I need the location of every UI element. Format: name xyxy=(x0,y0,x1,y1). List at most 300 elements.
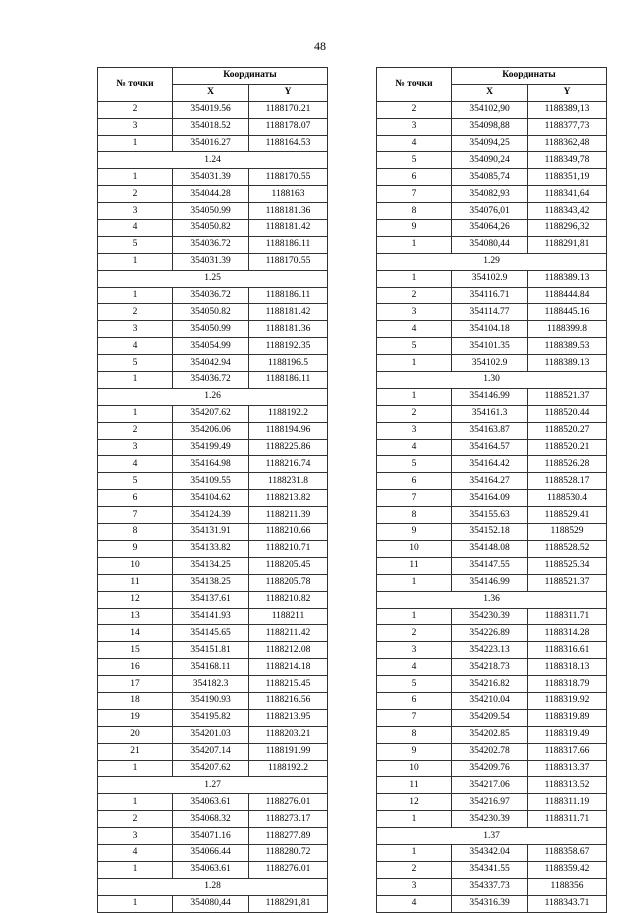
point-number-cell: 3 xyxy=(377,878,452,895)
section-row xyxy=(98,152,328,169)
point-number-cell: 1 xyxy=(377,236,452,253)
table-row xyxy=(377,152,607,169)
section-row xyxy=(98,777,328,794)
point-number-cell: 1 xyxy=(98,372,173,389)
section-row xyxy=(98,388,328,405)
table-row xyxy=(377,692,607,709)
y-header: Y xyxy=(528,84,607,101)
table-row xyxy=(377,422,607,439)
x-coordinate-cell: 354216.82 xyxy=(452,676,528,693)
x-coordinate-cell: 354230.39 xyxy=(452,608,528,625)
point-number-cell: 2 xyxy=(377,405,452,422)
y-coordinate-cell: 1188317.66 xyxy=(528,743,607,760)
point-number-cell: 6 xyxy=(377,692,452,709)
x-coordinate-cell: 354050.82 xyxy=(173,220,249,237)
x-coordinate-cell: 354218.73 xyxy=(452,659,528,676)
x-coordinate-cell: 354063.61 xyxy=(173,794,249,811)
coordinates-header: Координаты xyxy=(452,68,607,85)
section-row xyxy=(377,253,607,270)
x-coordinate-cell: 354207.62 xyxy=(173,760,249,777)
y-coordinate-cell: 1188319.49 xyxy=(528,726,607,743)
table-row xyxy=(98,372,328,389)
point-number-cell: 8 xyxy=(377,507,452,524)
y-coordinate-cell: 1188181.42 xyxy=(249,220,328,237)
x-coordinate-cell: 354207.62 xyxy=(173,405,249,422)
table-row xyxy=(377,676,607,693)
point-number-cell: 15 xyxy=(98,642,173,659)
y-coordinate-cell: 1188276.01 xyxy=(249,794,328,811)
table-row xyxy=(377,439,607,456)
point-number-cell: 8 xyxy=(377,726,452,743)
y-coordinate-cell: 1188276.01 xyxy=(249,861,328,878)
table-row xyxy=(377,388,607,405)
table-row xyxy=(98,355,328,372)
y-coordinate-cell: 1188520.27 xyxy=(528,422,607,439)
x-coordinate-cell: 354341.55 xyxy=(452,861,528,878)
y-coordinate-cell: 1188214.18 xyxy=(249,659,328,676)
page-number: 48 xyxy=(314,39,326,53)
point-number-cell: 1 xyxy=(98,253,173,270)
x-coordinate-cell: 354104.18 xyxy=(452,321,528,338)
x-coordinate-cell: 354116.71 xyxy=(452,287,528,304)
table-row xyxy=(377,135,607,152)
table-row xyxy=(377,287,607,304)
x-coordinate-cell: 354226.89 xyxy=(452,625,528,642)
table-row xyxy=(98,692,328,709)
table-row xyxy=(377,169,607,186)
table-body xyxy=(98,101,328,912)
point-number-cell: 8 xyxy=(98,524,173,541)
point-number-cell: 2 xyxy=(98,304,173,321)
x-coordinate-cell: 354164.42 xyxy=(452,456,528,473)
coordinates-table-right xyxy=(376,67,607,913)
y-coordinate-cell: 1188520.44 xyxy=(528,405,607,422)
y-coordinate-cell: 1188192.2 xyxy=(249,760,328,777)
table-row xyxy=(377,236,607,253)
table-row xyxy=(98,321,328,338)
point-number-cell: 2 xyxy=(98,811,173,828)
table-row xyxy=(98,422,328,439)
x-coordinate-cell: 354207.14 xyxy=(173,743,249,760)
y-coordinate-cell: 1188377,73 xyxy=(528,118,607,135)
y-coordinate-cell: 1188225.86 xyxy=(249,439,328,456)
point-number-cell: 2 xyxy=(98,422,173,439)
x-coordinate-cell: 354064,26 xyxy=(452,220,528,237)
point-number-cell: 2 xyxy=(377,101,452,118)
y-coordinate-cell: 1188291,81 xyxy=(528,236,607,253)
point-number-cell: 16 xyxy=(98,659,173,676)
y-coordinate-cell: 1188170.21 xyxy=(249,101,328,118)
table-row xyxy=(377,861,607,878)
point-number-cell: 4 xyxy=(98,844,173,861)
section-label: 1.28 xyxy=(98,878,328,895)
point-number-cell: 2 xyxy=(98,186,173,203)
table-row xyxy=(377,726,607,743)
table-row xyxy=(377,709,607,726)
y-coordinate-cell: 1188210.66 xyxy=(249,524,328,541)
y-header: Y xyxy=(249,84,328,101)
x-coordinate-cell: 354080,44 xyxy=(173,895,249,912)
point-number-cell: 1 xyxy=(98,861,173,878)
section-row xyxy=(98,878,328,895)
y-coordinate-cell: 1188186.11 xyxy=(249,236,328,253)
table-row xyxy=(98,895,328,912)
y-coordinate-cell: 1188356 xyxy=(528,878,607,895)
x-coordinate-cell: 354210.04 xyxy=(452,692,528,709)
point-number-cell: 2 xyxy=(377,287,452,304)
y-coordinate-cell: 1188399.8 xyxy=(528,321,607,338)
table-row xyxy=(98,287,328,304)
table-row xyxy=(98,304,328,321)
point-number-cell: 7 xyxy=(98,507,173,524)
table-row xyxy=(98,135,328,152)
table-row xyxy=(377,321,607,338)
point-number-cell: 3 xyxy=(98,321,173,338)
y-coordinate-cell: 1188359.42 xyxy=(528,861,607,878)
y-coordinate-cell: 1188358.67 xyxy=(528,844,607,861)
table-row xyxy=(377,760,607,777)
table-row xyxy=(98,439,328,456)
x-coordinate-cell: 354342.04 xyxy=(452,844,528,861)
y-coordinate-cell: 1188164.53 xyxy=(249,135,328,152)
x-coordinate-cell: 354145.65 xyxy=(173,625,249,642)
x-coordinate-cell: 354230.39 xyxy=(452,811,528,828)
table-row xyxy=(98,186,328,203)
y-coordinate-cell: 1188163 xyxy=(249,186,328,203)
x-coordinate-cell: 354190.93 xyxy=(173,692,249,709)
y-coordinate-cell: 1188215.45 xyxy=(249,676,328,693)
section-label: 1.36 xyxy=(377,591,607,608)
x-coordinate-cell: 354151.81 xyxy=(173,642,249,659)
x-coordinate-cell: 354124.39 xyxy=(173,507,249,524)
y-coordinate-cell: 1188277.89 xyxy=(249,828,328,845)
point-number-cell: 19 xyxy=(98,709,173,726)
y-coordinate-cell: 1188296,32 xyxy=(528,220,607,237)
point-number-cell: 5 xyxy=(98,473,173,490)
y-coordinate-cell: 1188213.95 xyxy=(249,709,328,726)
table-row xyxy=(377,844,607,861)
table-row xyxy=(98,220,328,237)
section-label: 1.29 xyxy=(377,253,607,270)
point-number-cell: 4 xyxy=(98,456,173,473)
y-coordinate-cell: 1188216.56 xyxy=(249,692,328,709)
y-coordinate-cell: 1188181.36 xyxy=(249,321,328,338)
coordinates-header: Координаты xyxy=(173,68,328,85)
point-number-cell: 4 xyxy=(98,338,173,355)
point-number-cell: 2 xyxy=(377,861,452,878)
table-row xyxy=(98,473,328,490)
y-coordinate-cell: 1188192.35 xyxy=(249,338,328,355)
table-row xyxy=(98,794,328,811)
y-coordinate-cell: 1188203.21 xyxy=(249,726,328,743)
x-coordinate-cell: 354164.27 xyxy=(452,473,528,490)
x-coordinate-cell: 354085,74 xyxy=(452,169,528,186)
point-number-cell: 9 xyxy=(377,524,452,541)
y-coordinate-cell: 1188280.72 xyxy=(249,844,328,861)
table-row xyxy=(98,828,328,845)
table-row xyxy=(377,405,607,422)
point-number-cell: 3 xyxy=(98,118,173,135)
y-coordinate-cell: 1188181.36 xyxy=(249,203,328,220)
section-label: 1.26 xyxy=(98,388,328,405)
y-coordinate-cell: 1188318.79 xyxy=(528,676,607,693)
point-number-cell: 12 xyxy=(98,591,173,608)
section-label: 1.24 xyxy=(98,152,328,169)
x-header: X xyxy=(173,84,249,101)
x-coordinate-cell: 354164.09 xyxy=(452,490,528,507)
point-number-cell: 6 xyxy=(377,473,452,490)
y-coordinate-cell: 1188389,13 xyxy=(528,101,607,118)
x-coordinate-cell: 354071.16 xyxy=(173,828,249,845)
x-coordinate-cell: 354147.55 xyxy=(452,557,528,574)
y-coordinate-cell: 1188192.2 xyxy=(249,405,328,422)
point-number-cell: 7 xyxy=(377,709,452,726)
point-number-cell: 10 xyxy=(377,760,452,777)
x-coordinate-cell: 354164.98 xyxy=(173,456,249,473)
point-number-cell: 8 xyxy=(377,203,452,220)
y-coordinate-cell: 1188211.39 xyxy=(249,507,328,524)
point-number-cell: 3 xyxy=(377,422,452,439)
y-coordinate-cell: 1188313.37 xyxy=(528,760,607,777)
section-row xyxy=(377,372,607,389)
point-number-cell: 1 xyxy=(377,270,452,287)
x-coordinate-cell: 354019.56 xyxy=(173,101,249,118)
table-row xyxy=(377,507,607,524)
x-coordinate-cell: 354102,90 xyxy=(452,101,528,118)
point-number-cell: 3 xyxy=(98,828,173,845)
point-number-cell: 11 xyxy=(377,777,452,794)
x-coordinate-cell: 354050.99 xyxy=(173,203,249,220)
y-coordinate-cell: 1188521.37 xyxy=(528,574,607,591)
point-number-cell: 7 xyxy=(377,186,452,203)
point-number-cell: 3 xyxy=(377,118,452,135)
y-coordinate-cell: 1188311.19 xyxy=(528,794,607,811)
section-label: 1.27 xyxy=(98,777,328,794)
table-row xyxy=(377,895,607,912)
table-row xyxy=(98,591,328,608)
y-coordinate-cell: 1188341,64 xyxy=(528,186,607,203)
table-row xyxy=(98,118,328,135)
x-coordinate-cell: 354223.13 xyxy=(452,642,528,659)
table-row xyxy=(98,456,328,473)
table-row xyxy=(98,524,328,541)
point-number-cell: 14 xyxy=(98,625,173,642)
table-row xyxy=(377,811,607,828)
x-coordinate-cell: 354168.11 xyxy=(173,659,249,676)
x-coordinate-cell: 354102.9 xyxy=(452,270,528,287)
point-number-cell: 1 xyxy=(98,895,173,912)
point-number-cell: 4 xyxy=(98,220,173,237)
table-row xyxy=(98,169,328,186)
point-number-cell: 1 xyxy=(98,135,173,152)
y-coordinate-cell: 1188313.52 xyxy=(528,777,607,794)
point-number-cell: 1 xyxy=(98,287,173,304)
x-coordinate-cell: 354133.82 xyxy=(173,540,249,557)
y-coordinate-cell: 1188389.13 xyxy=(528,270,607,287)
point-number-cell: 20 xyxy=(98,726,173,743)
point-number-cell: 10 xyxy=(377,540,452,557)
table-row xyxy=(98,659,328,676)
x-coordinate-cell: 354050.82 xyxy=(173,304,249,321)
table-row xyxy=(377,642,607,659)
x-coordinate-cell: 354202.85 xyxy=(452,726,528,743)
x-coordinate-cell: 354146.99 xyxy=(452,388,528,405)
y-coordinate-cell: 1188528.17 xyxy=(528,473,607,490)
table-row xyxy=(98,709,328,726)
section-row xyxy=(377,828,607,845)
table-row xyxy=(377,777,607,794)
y-coordinate-cell: 1188526.28 xyxy=(528,456,607,473)
section-label: 1.25 xyxy=(98,270,328,287)
point-number-cell: 6 xyxy=(98,490,173,507)
x-coordinate-cell: 354101.35 xyxy=(452,338,528,355)
table-row xyxy=(377,557,607,574)
y-coordinate-cell: 1188349,78 xyxy=(528,152,607,169)
x-coordinate-cell: 354155.63 xyxy=(452,507,528,524)
table-row xyxy=(98,608,328,625)
table-row xyxy=(377,574,607,591)
y-coordinate-cell: 1188273.17 xyxy=(249,811,328,828)
x-coordinate-cell: 354182.3 xyxy=(173,676,249,693)
x-coordinate-cell: 354080,44 xyxy=(452,236,528,253)
table-row xyxy=(98,861,328,878)
point-number-cell: 3 xyxy=(98,439,173,456)
point-number-cell: 5 xyxy=(377,152,452,169)
y-coordinate-cell: 1188362,48 xyxy=(528,135,607,152)
table-row xyxy=(98,557,328,574)
table-row xyxy=(377,659,607,676)
point-number-cell: 1 xyxy=(377,574,452,591)
x-coordinate-cell: 354209.54 xyxy=(452,709,528,726)
point-number-cell: 6 xyxy=(377,169,452,186)
table-row xyxy=(98,405,328,422)
table-row xyxy=(98,676,328,693)
x-coordinate-cell: 354102.9 xyxy=(452,355,528,372)
table-row xyxy=(377,794,607,811)
x-coordinate-cell: 354337.73 xyxy=(452,878,528,895)
x-coordinate-cell: 354316.39 xyxy=(452,895,528,912)
x-coordinate-cell: 354148.08 xyxy=(452,540,528,557)
table-row xyxy=(98,253,328,270)
table-row xyxy=(377,355,607,372)
x-coordinate-cell: 354036.72 xyxy=(173,236,249,253)
x-coordinate-cell: 354137.61 xyxy=(173,591,249,608)
section-label: 1.30 xyxy=(377,372,607,389)
x-header: X xyxy=(452,84,528,101)
y-coordinate-cell: 1188212.08 xyxy=(249,642,328,659)
point-number-cell: 7 xyxy=(377,490,452,507)
x-coordinate-cell: 354163.87 xyxy=(452,422,528,439)
x-coordinate-cell: 354016.27 xyxy=(173,135,249,152)
x-coordinate-cell: 354195.82 xyxy=(173,709,249,726)
point-number-cell: 21 xyxy=(98,743,173,760)
table-row xyxy=(377,743,607,760)
table-row xyxy=(98,726,328,743)
x-coordinate-cell: 354199.49 xyxy=(173,439,249,456)
table-row xyxy=(377,203,607,220)
y-coordinate-cell: 1188186.11 xyxy=(249,372,328,389)
point-number-cell: 11 xyxy=(377,557,452,574)
table-row xyxy=(98,760,328,777)
point-number-cell: 11 xyxy=(98,574,173,591)
y-coordinate-cell: 1188231.8 xyxy=(249,473,328,490)
y-coordinate-cell: 1188319.89 xyxy=(528,709,607,726)
table-row xyxy=(377,304,607,321)
point-number-cell: 5 xyxy=(377,456,452,473)
table-row xyxy=(377,186,607,203)
point-number-cell: 4 xyxy=(377,439,452,456)
y-coordinate-cell: 1188205.78 xyxy=(249,574,328,591)
y-coordinate-cell: 1188213.82 xyxy=(249,490,328,507)
x-coordinate-cell: 354138.25 xyxy=(173,574,249,591)
point-number-cell: 9 xyxy=(98,540,173,557)
point-number-cell: 17 xyxy=(98,676,173,693)
point-number-cell: 1 xyxy=(98,760,173,777)
point-number-cell: 1 xyxy=(377,844,452,861)
y-coordinate-cell: 1188316.61 xyxy=(528,642,607,659)
y-coordinate-cell: 1188216.74 xyxy=(249,456,328,473)
table-row xyxy=(98,625,328,642)
y-coordinate-cell: 1188529 xyxy=(528,524,607,541)
y-coordinate-cell: 1188170.55 xyxy=(249,253,328,270)
point-number-cell: 12 xyxy=(377,794,452,811)
x-coordinate-cell: 354094,25 xyxy=(452,135,528,152)
table-row xyxy=(98,236,328,253)
y-coordinate-cell: 1188318.13 xyxy=(528,659,607,676)
point-number-cell: 4 xyxy=(377,659,452,676)
y-coordinate-cell: 1188196.5 xyxy=(249,355,328,372)
y-coordinate-cell: 1188311.71 xyxy=(528,811,607,828)
section-label: 1.37 xyxy=(377,828,607,845)
x-coordinate-cell: 354206.06 xyxy=(173,422,249,439)
x-coordinate-cell: 354044.28 xyxy=(173,186,249,203)
x-coordinate-cell: 354031.39 xyxy=(173,253,249,270)
y-coordinate-cell: 1188211.42 xyxy=(249,625,328,642)
point-number-cell: 3 xyxy=(98,203,173,220)
x-coordinate-cell: 354036.72 xyxy=(173,372,249,389)
table-row xyxy=(98,574,328,591)
point-number-cell: 5 xyxy=(377,338,452,355)
point-number-cell: 1 xyxy=(98,794,173,811)
x-coordinate-cell: 354054.99 xyxy=(173,338,249,355)
x-coordinate-cell: 354217.06 xyxy=(452,777,528,794)
table-row xyxy=(377,338,607,355)
y-coordinate-cell: 1188444.84 xyxy=(528,287,607,304)
point-number-cell: 1 xyxy=(98,169,173,186)
y-coordinate-cell: 1188521.37 xyxy=(528,388,607,405)
table-row xyxy=(98,507,328,524)
table-row xyxy=(98,203,328,220)
x-coordinate-cell: 354042.94 xyxy=(173,355,249,372)
point-number-cell: 13 xyxy=(98,608,173,625)
point-number-cell: 5 xyxy=(98,236,173,253)
table-row xyxy=(377,118,607,135)
x-coordinate-cell: 354152.18 xyxy=(452,524,528,541)
y-coordinate-cell: 1188210.82 xyxy=(249,591,328,608)
table-row xyxy=(98,811,328,828)
point-number-header: № точки xyxy=(98,68,173,102)
x-coordinate-cell: 354031.39 xyxy=(173,169,249,186)
y-coordinate-cell: 1188210.71 xyxy=(249,540,328,557)
table-row xyxy=(377,540,607,557)
x-coordinate-cell: 354114.77 xyxy=(452,304,528,321)
point-number-cell: 3 xyxy=(377,642,452,659)
table-row xyxy=(377,490,607,507)
section-row xyxy=(98,270,328,287)
section-row xyxy=(377,591,607,608)
x-coordinate-cell: 354036.72 xyxy=(173,287,249,304)
y-coordinate-cell: 1188529.41 xyxy=(528,507,607,524)
